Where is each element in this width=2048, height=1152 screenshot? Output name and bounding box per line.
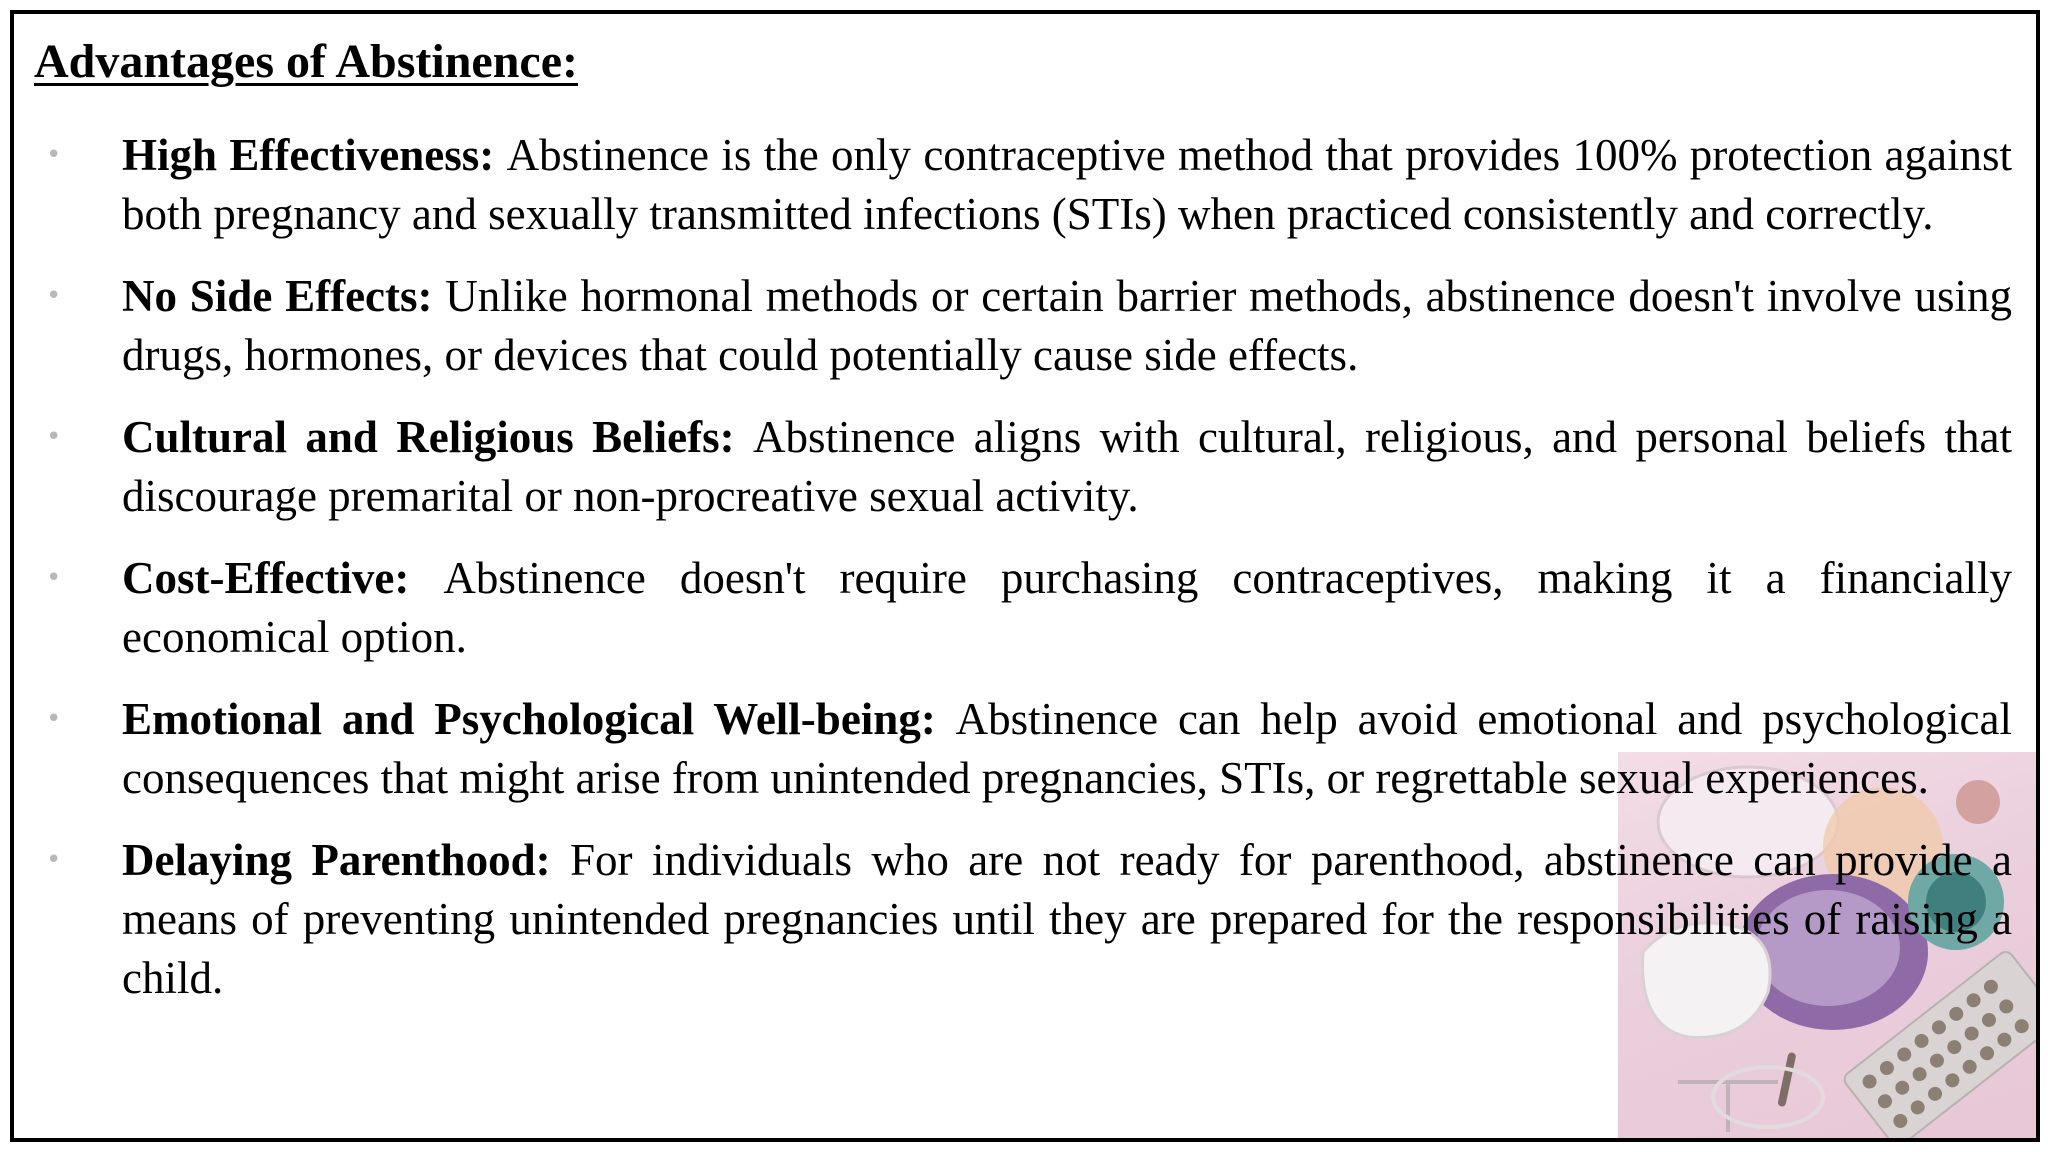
list-item (14, 831, 2036, 1008)
advantage-text: For individuals who are not ready for parenthood, abstinence can provide a means of preventing unintended pregnancies until they are prepared for the responsibilities of raising a child. (122, 835, 2012, 1003)
advantage-term: Cost-Effective: (122, 553, 444, 603)
list-item (14, 126, 2036, 244)
bullet-icon: • (46, 140, 62, 170)
advantage-text: Abstinence aligns with cultural, religious, and personal beliefs that discourage premarital or non-procreative sexual activity. (122, 412, 2012, 521)
slide-heading: Advantages of Abstinence: (34, 35, 579, 88)
implant-rod-shape (1777, 1052, 1796, 1107)
iud-shape (1678, 1082, 1778, 1132)
bullet-icon: • (46, 281, 62, 311)
advantage-term: Emotional and Psychological Well-being: (122, 694, 956, 744)
advantage-text: Abstinence is the only contraceptive method that provides 100% protection against both pregnancy and sexually transmitted infections (STIs) when practiced consistently and correctly. (122, 130, 2012, 239)
list-item (14, 549, 2036, 667)
advantage-term: Cultural and Religious Beliefs: (122, 412, 753, 462)
advantage-text: Abstinence can help avoid emotional and psychological consequences that might arise from unintended pregnancies, STIs, or regrettable sexual experiences. (122, 694, 2013, 803)
advantage-text: Unlike hormonal methods or certain barrier methods, abstinence doesn't involve using drugs, hormones, or devices that could potentially cause side effects. (122, 271, 2013, 380)
advantages-list (14, 126, 2036, 1031)
list-item (14, 267, 2036, 385)
bullet-icon: • (46, 845, 62, 875)
slide-frame (10, 10, 2040, 1142)
list-item (14, 690, 2036, 808)
list-item (14, 408, 2036, 526)
advantage-term: Delaying Parenthood: (122, 835, 571, 885)
advantage-text: Abstinence doesn't require purchasing contraceptives, making it a financially economical option. (122, 553, 2012, 662)
advantage-term: High Effectiveness: (122, 130, 507, 180)
bullet-icon: • (46, 563, 62, 593)
bullet-icon: • (46, 704, 62, 734)
advantage-term: No Side Effects: (122, 271, 446, 321)
bullet-icon: • (46, 422, 62, 452)
